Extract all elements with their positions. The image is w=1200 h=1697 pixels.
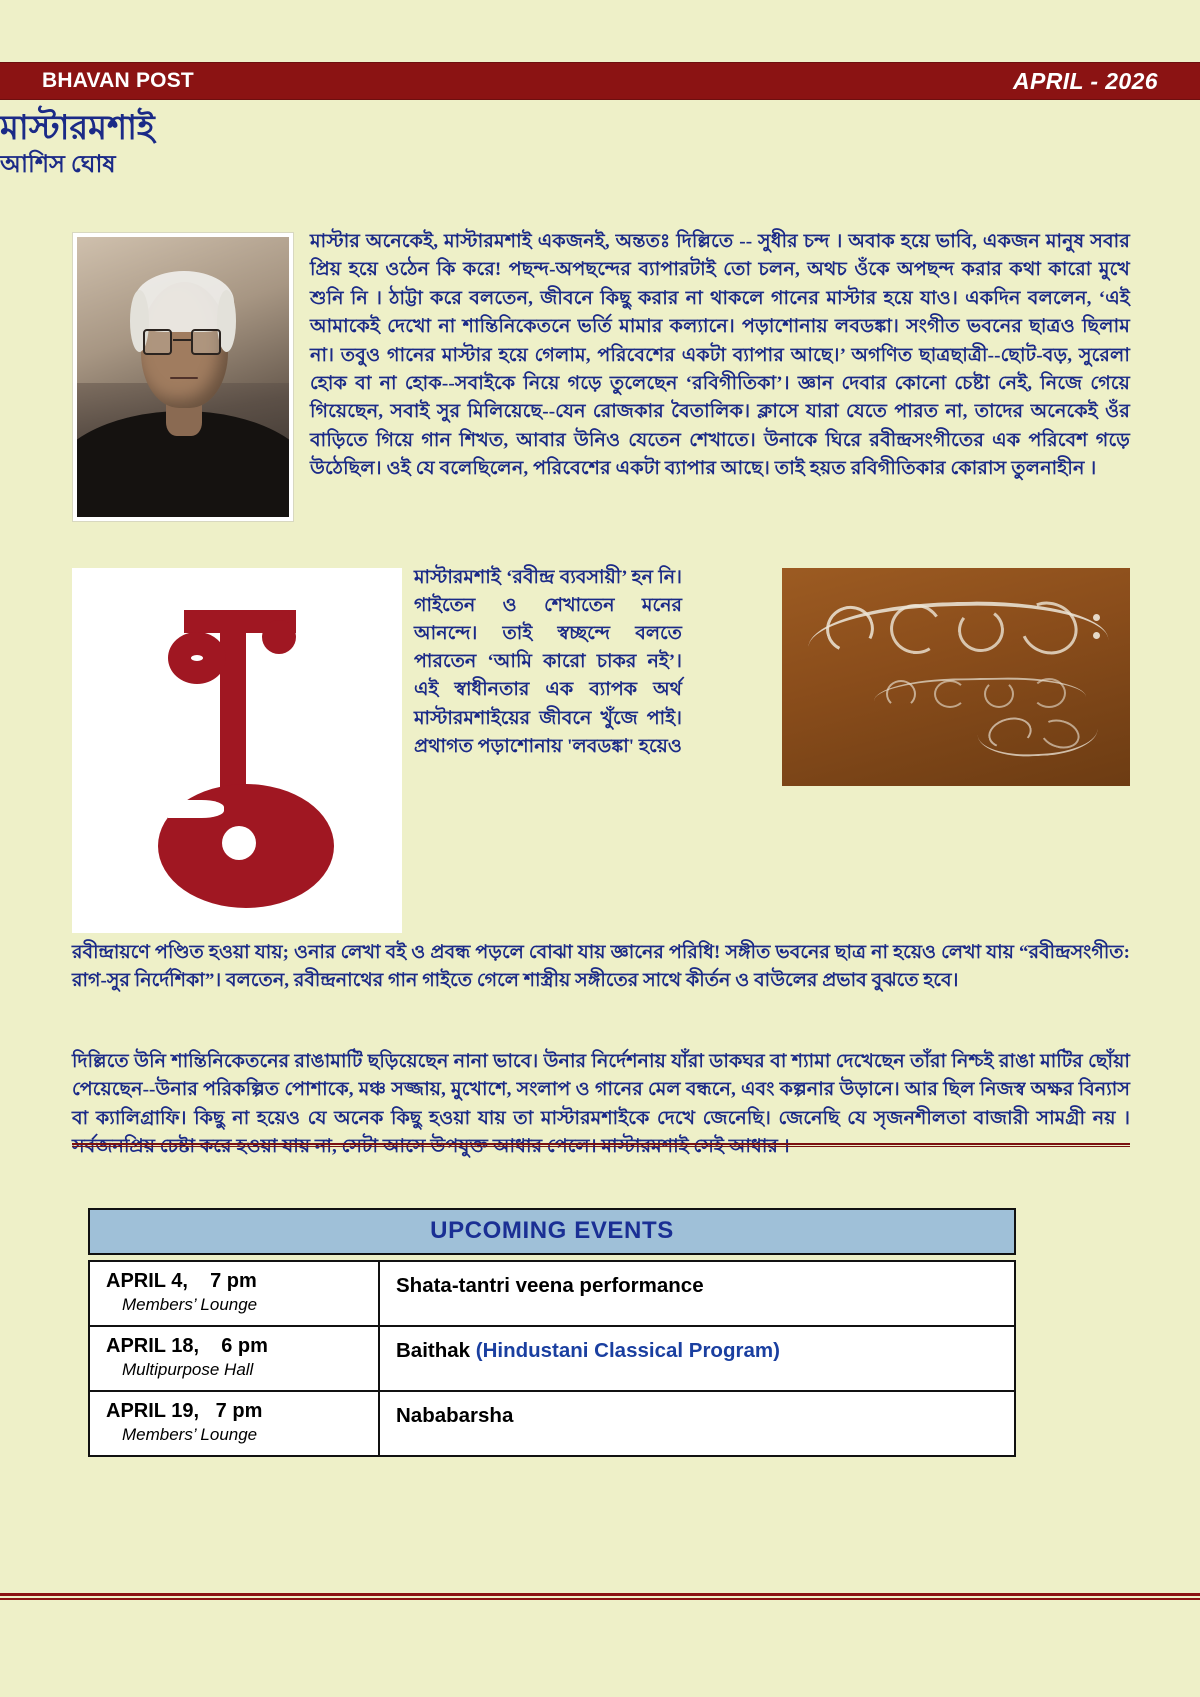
veena-tuning-ring-icon [168,632,226,684]
event-when-cell [89,1261,379,1326]
event-date: APRIL 19, 7 pm [106,1400,263,1422]
event-title-main: Baithak [396,1339,476,1362]
calligraphy-colon-lower [1093,632,1100,639]
event-venue: Members’ Lounge [122,1425,258,1444]
event-what-cell [379,1326,1015,1391]
portrait-glasses-right [191,329,221,354]
event-what-cell [379,1261,1015,1326]
article-paragraph-1: মাস্টার অনেকেই, মাস্টারমশাই একজনই, অন্ততঃ দিল্লিতে -- সুধীর চন্দ । অবাক হয়ে ভাবি, একজন মানুষ সবার প্রিয় হয়ে ওঠেন কি করে! পছন্দ-অপছন্দের ব্যাপারটাই তো চলন, অথচ ওঁকে অপছন্দ করার কথা কারো মুখে শুনি নি । ঠাট্টা করে বলতেন, জীবনে কিছু করার না থাকলে গানের মাস্টার হয়ে যাও। একদিন বললেন, ‘এই আমাকেই দেখো না শান্তিনিকেতনে ভর্তি মামার কল্যানে। পড়াশোনায় লবডঙ্কা। সংগীত ভবনের ছাত্রও ছিলাম না। তবুও গানের মাস্টার হয়ে গেলাম, পরিবেশের একটা ব্যাপার আছে।’ অগণিত ছাত্রছাত্রী--ছোট-বড়, সুরেলা হোক বা না হোক--সবাইকে নিয়ে গড়ে তুলেছেন ‘রবিগীতিকা’। জ্ঞান দেবার কোনো চেষ্টা নেই, নিজে গেয়ে গিয়েছেন, সবাই সুর মিলিয়েছে--যেন রোজকার বৈতালিক। ক্লাসে যারা যেতে পারত না, তাদের অনেকেই ওঁর বাড়িতে গিয়ে গান শিখত, আবার উনিও যেতেন শেখাতে। উনাকে ঘিরে রবীন্দ্রসংগীতের এক পরিবেশ গড়ে উঠেছিল। ওই যে বলেছিলেন, পরিবেশের একটা ব্যাপার আছে। তাই হয়ত রবিগীতিকার কোরাস তুলনাহীন । [310,231,1130,480]
veena-monogram [72,568,402,933]
calligraphy-loop-7 [984,680,1014,708]
article-paragraph-3: দিল্লিতে উনি শান্তিনিকেতনের রাঙামাটি ছড়িয়েছেন নানা ভাবে। উনার নির্দেশনায় যাঁরা ডাকঘর বা শ্যামা দেখেছেন তাঁরা নিশ্চই রাঙা মাটির ছোঁয়া পেয়েছেন--উনার পরিকল্পিত পোশাকে, মঞ্চ সজ্জায়, মুখোশে, সংলাপ ও গানের মেল বন্ধনে, এবং কল্পনার উড়ানে। আর ছিল নিজস্ব অক্ষর বিন্যাস বা ক্যালিগ্রাফি। কিছু না হয়েও যে অনেক কিছু হওয়া যায় তা মাস্টারমশাইকে দেখে জেনেছি। জেনেছি যে সৃজনশীলতা বাজারী সামগ্রী নয় । সর্বজনপ্রিয় চেষ্টা করে হওয়া যায় না, সেটা আসে উপযুক্ত আধার পেলে। মাস্টারমশাই সেই আধার । [72,1051,1130,1158]
veena-notch-icon [168,800,224,818]
table-row[interactable] [89,1261,1015,1326]
calligraphy-loop-5 [886,680,916,708]
event-when-cell [89,1391,379,1456]
upcoming-events-heading: UPCOMING EVENTS [88,1208,1016,1255]
footer-rule-bottom [0,1598,1200,1600]
event-title-main: Shata-tantri veena performance [396,1274,704,1297]
event-what-cell [379,1391,1015,1456]
upcoming-events-section [88,1208,1016,1457]
table-row[interactable] [89,1326,1015,1391]
portrait-image [77,237,289,517]
event-venue: Members’ Lounge [122,1295,258,1314]
portrait-glasses-left [143,329,173,354]
calligraphy-loop-6 [934,680,966,708]
article-author: আশিস ঘোষ [0,152,116,178]
portrait-glasses-bridge [173,339,191,341]
section-portrait-intro [72,228,1130,528]
event-when-cell [89,1326,379,1391]
veena-tuning-peg-icon [262,620,296,654]
event-title [396,1404,1004,1428]
section-divider [72,1143,1130,1147]
footer-rule-top [0,1593,1200,1596]
calligraphy-loop-8 [1032,678,1066,708]
section-logo-calligraphy [72,560,1130,995]
article-paragraph-2-column: মাস্টারমশাই ‘রবীন্দ্র ব্যবসায়ী’ হন নি। গাইতেন ও শেখাতেন মনের আনন্দে। তাই স্বচ্ছন্দে বলতে পারতেন ‘আমি কারো চাকর নই’। এই স্বাধীনতার এক ব্যাপক অর্থ মাস্টারমশাইয়ের জীবনে খুঁজে পাই। প্রথাগত পড়াশোনায় 'লবডঙ্কা' হয়েও [414,567,682,757]
portrait-photo [72,232,294,522]
event-title [396,1274,1004,1298]
masthead-bar [0,62,1200,100]
event-venue: Multipurpose Hall [122,1360,254,1379]
event-title [396,1339,1004,1363]
table-row[interactable] [89,1391,1015,1456]
events-table [88,1260,1016,1457]
event-title-note: (Hindustani Classical Program) [475,1339,780,1362]
event-date: APRIL 18, 6 pm [106,1335,268,1357]
calligraphy-colon-upper [1093,614,1100,621]
article-paragraph-2-wrap: রবীন্দ্রায়ণে পণ্ডিত হওয়া যায়; ওনার লেখা বই ও প্রবন্ধ পড়লে বোঝা যায় জ্ঞানের পরিধি! সঙ্গীত ভবনের ছাত্র না হয়েও লেখা যায় “রবীন্দ্রসংগীত: রাগ-সুর নির্দেশিকা”। বলতেন, রবীন্দ্রনাথের গান গাইতে গেলে শাস্ত্রীয় সঙ্গীতের সাথে কীর্তন ও বাউলের প্রভাব বুঝতে হবে। [72,942,1130,992]
event-date: APRIL 4, 7 pm [106,1270,257,1292]
veena-soundhole-icon [222,826,256,860]
issue-date: APRIL - 2026 [1013,67,1158,94]
article-title: মাস্টারমশাই [0,110,155,147]
calligraphy-image [782,568,1130,786]
publication-name: BHAVAN POST [42,69,194,92]
event-title-main: Nababarsha [396,1404,514,1427]
